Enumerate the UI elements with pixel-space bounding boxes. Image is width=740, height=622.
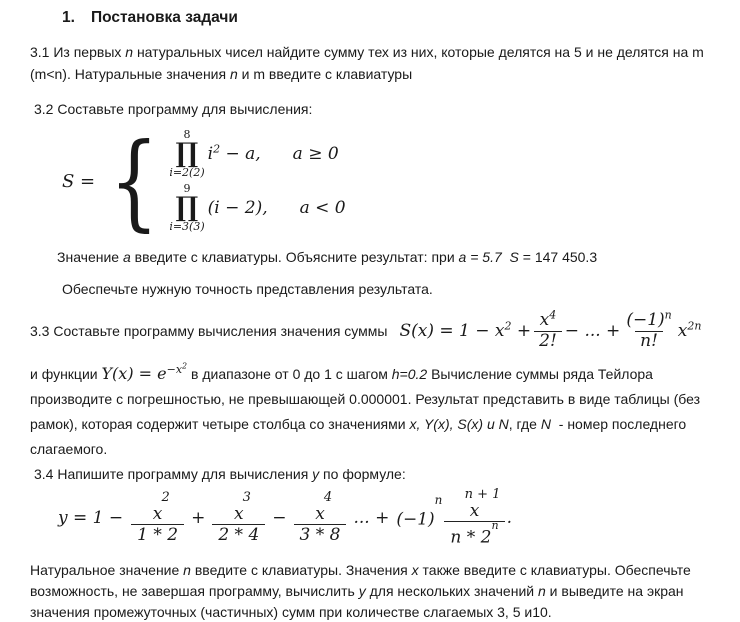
expr-body: i: [207, 144, 214, 164]
var-a: a: [122, 249, 131, 265]
fraction: [623, 308, 674, 351]
numerator: x: [234, 504, 244, 524]
fraction-term-3: [294, 490, 347, 546]
fraction-term-4: [444, 487, 504, 549]
product-operator: [169, 183, 204, 233]
denominator: [444, 521, 504, 549]
exponent: 2n: [687, 319, 702, 333]
sign-term: [396, 492, 443, 530]
formula-lead: y = 1 −: [58, 508, 124, 528]
exponent: n: [434, 492, 443, 507]
formula-cases: [169, 129, 345, 233]
denominator: 2 * 4: [212, 524, 265, 546]
fraction-term-1: [131, 490, 184, 546]
text-segment: 3.1 Из первых: [30, 44, 126, 60]
exponent: 2: [213, 142, 221, 156]
formula-3-4: [58, 486, 740, 550]
text-segment: Натуральное значение: [30, 562, 184, 578]
para-3-3-label: 3.3 Составьте программу вычисления значения суммы: [30, 323, 388, 339]
text-segment: натуральных чисел найдите сумму тех из них, которые делятся на 5 и не делятся на m (m<n). Натуральные значения: [30, 44, 708, 82]
var-y: y: [358, 583, 366, 599]
text-segment: введите с клавиатуры. Значения: [190, 562, 412, 578]
section-heading: [62, 8, 740, 28]
text-segment: для нескольких значений: [365, 583, 538, 599]
operator: +: [191, 508, 206, 528]
var-n: n: [183, 562, 191, 578]
den-exponent: n: [491, 519, 499, 533]
period: .: [506, 508, 512, 528]
var-n: n: [229, 66, 238, 82]
exponent: 3: [242, 490, 251, 505]
text-segment: по формуле:: [319, 466, 406, 482]
exponent: 4: [323, 490, 333, 505]
para-3-2-label: 3.2 Составьте программу для вычисления:: [34, 101, 313, 117]
fraction-term-2: [212, 490, 265, 546]
denominator: n!: [635, 331, 663, 352]
case-expression: [208, 144, 261, 164]
text-segment: введите с клавиатуры. Объясните результат: при: [130, 249, 459, 265]
formula-yx: [101, 361, 188, 383]
exponent: 2: [504, 319, 512, 333]
case-expression: (i − 2),: [207, 198, 268, 218]
text-segment: - номер последнего слагаемого.: [30, 416, 691, 457]
para-value-note: [57, 247, 740, 267]
exp-exp: 2: [182, 361, 188, 371]
operator: +: [511, 321, 532, 341]
den-base: n * 2: [450, 527, 492, 548]
var-n: n: [537, 583, 546, 599]
var-n-cap: N: [540, 416, 551, 432]
formula-3-2: [62, 120, 740, 242]
text-segment: Вычисление суммы ряда Тейлора производите с погрешностью, не превышающей 0.000001. Результат представить в виде таблицы (без рамок), которая содержит четыре столбца со значениями: [30, 366, 704, 432]
value-a: a = 5.7: [458, 249, 502, 265]
case-row-1: [169, 129, 345, 179]
product-symbol: ∏: [175, 192, 199, 223]
yx-base: Y(x) = e: [101, 364, 167, 383]
expr-tail: − a,: [220, 144, 261, 164]
var-y: y: [312, 466, 320, 482]
product-operator: [169, 129, 204, 179]
para-3-1: [30, 41, 730, 85]
denominator: 3 * 8: [294, 524, 347, 546]
para-precision-note: Обеспечьте нужную точность представления результата.: [62, 281, 433, 297]
denominator: 1 * 2: [131, 524, 184, 546]
case-condition: a ≥ 0: [292, 144, 339, 164]
text-segment: и функции: [30, 366, 102, 382]
para-3-3: [30, 307, 740, 355]
text-segment: в диапазоне от 0 до 1 с шагом: [187, 366, 392, 382]
case-row-2: [169, 183, 345, 233]
text-segment: и m введите с клавиатуры: [237, 66, 413, 82]
var-h: h=0.2: [391, 366, 428, 382]
case-condition: a < 0: [299, 198, 346, 218]
para-function: [30, 361, 732, 462]
denominator: 2!: [534, 331, 562, 352]
text-segment: и выведите на экран значения промежуточных (частичных) сумм при количестве слагаемых 3, 5 и10.: [30, 583, 688, 620]
formula-tail: [678, 321, 702, 341]
var-n: n: [125, 44, 134, 60]
ellipsis-operator: ... +: [353, 508, 390, 528]
product-lower-limit: i=2(2): [169, 166, 205, 179]
heading-title: Постановка задачи: [90, 9, 238, 26]
text-segment: Значение: [57, 249, 123, 265]
var-s: S: [501, 249, 519, 265]
para-final: [30, 560, 732, 622]
left-brace: {: [109, 120, 160, 242]
num-base: (−1): [626, 309, 665, 330]
numerator: x: [469, 501, 480, 522]
sign-base: (−1): [396, 509, 435, 530]
text-segment: также введите с клавиатуры. Обеспечьте возможность, не завершая программу, вычислить: [30, 562, 695, 599]
product-upper-limit: 8: [183, 128, 191, 141]
var-list: x, Y(x), S(x) и N: [409, 416, 509, 432]
product-symbol: ∏: [175, 138, 199, 169]
lead-text: S(x) = 1 − x: [399, 321, 505, 341]
var-x: x: [411, 562, 419, 578]
text-segment: 3.4 Напишите программу для вычисления: [34, 466, 313, 482]
product-lower-limit: i=3(3): [169, 220, 205, 233]
tail-base: x: [677, 321, 688, 341]
text-segment: , где: [508, 416, 541, 432]
fraction: [534, 308, 562, 351]
numerator: [623, 308, 674, 331]
exponent: n: [664, 308, 672, 322]
operator: −: [272, 508, 287, 528]
yx-exponent: [167, 363, 188, 376]
numerator: x: [315, 504, 325, 524]
num-base: x: [539, 309, 550, 330]
heading-number: 1.: [62, 9, 75, 26]
operator: − ... +: [564, 321, 621, 341]
para-3-4-label: [34, 464, 740, 484]
formula-lhs: S =: [62, 170, 96, 192]
value-s: = 147 450.3: [518, 249, 598, 265]
exponent: 4: [549, 308, 557, 322]
exponent: n + 1: [464, 487, 501, 503]
numerator: [537, 308, 560, 331]
exp-base: −x: [166, 362, 183, 376]
product-upper-limit: 9: [183, 182, 191, 195]
formula-3-3: [399, 308, 702, 351]
numerator: x: [152, 504, 163, 524]
formula-lead: [399, 321, 531, 341]
exponent: 2: [161, 490, 170, 505]
